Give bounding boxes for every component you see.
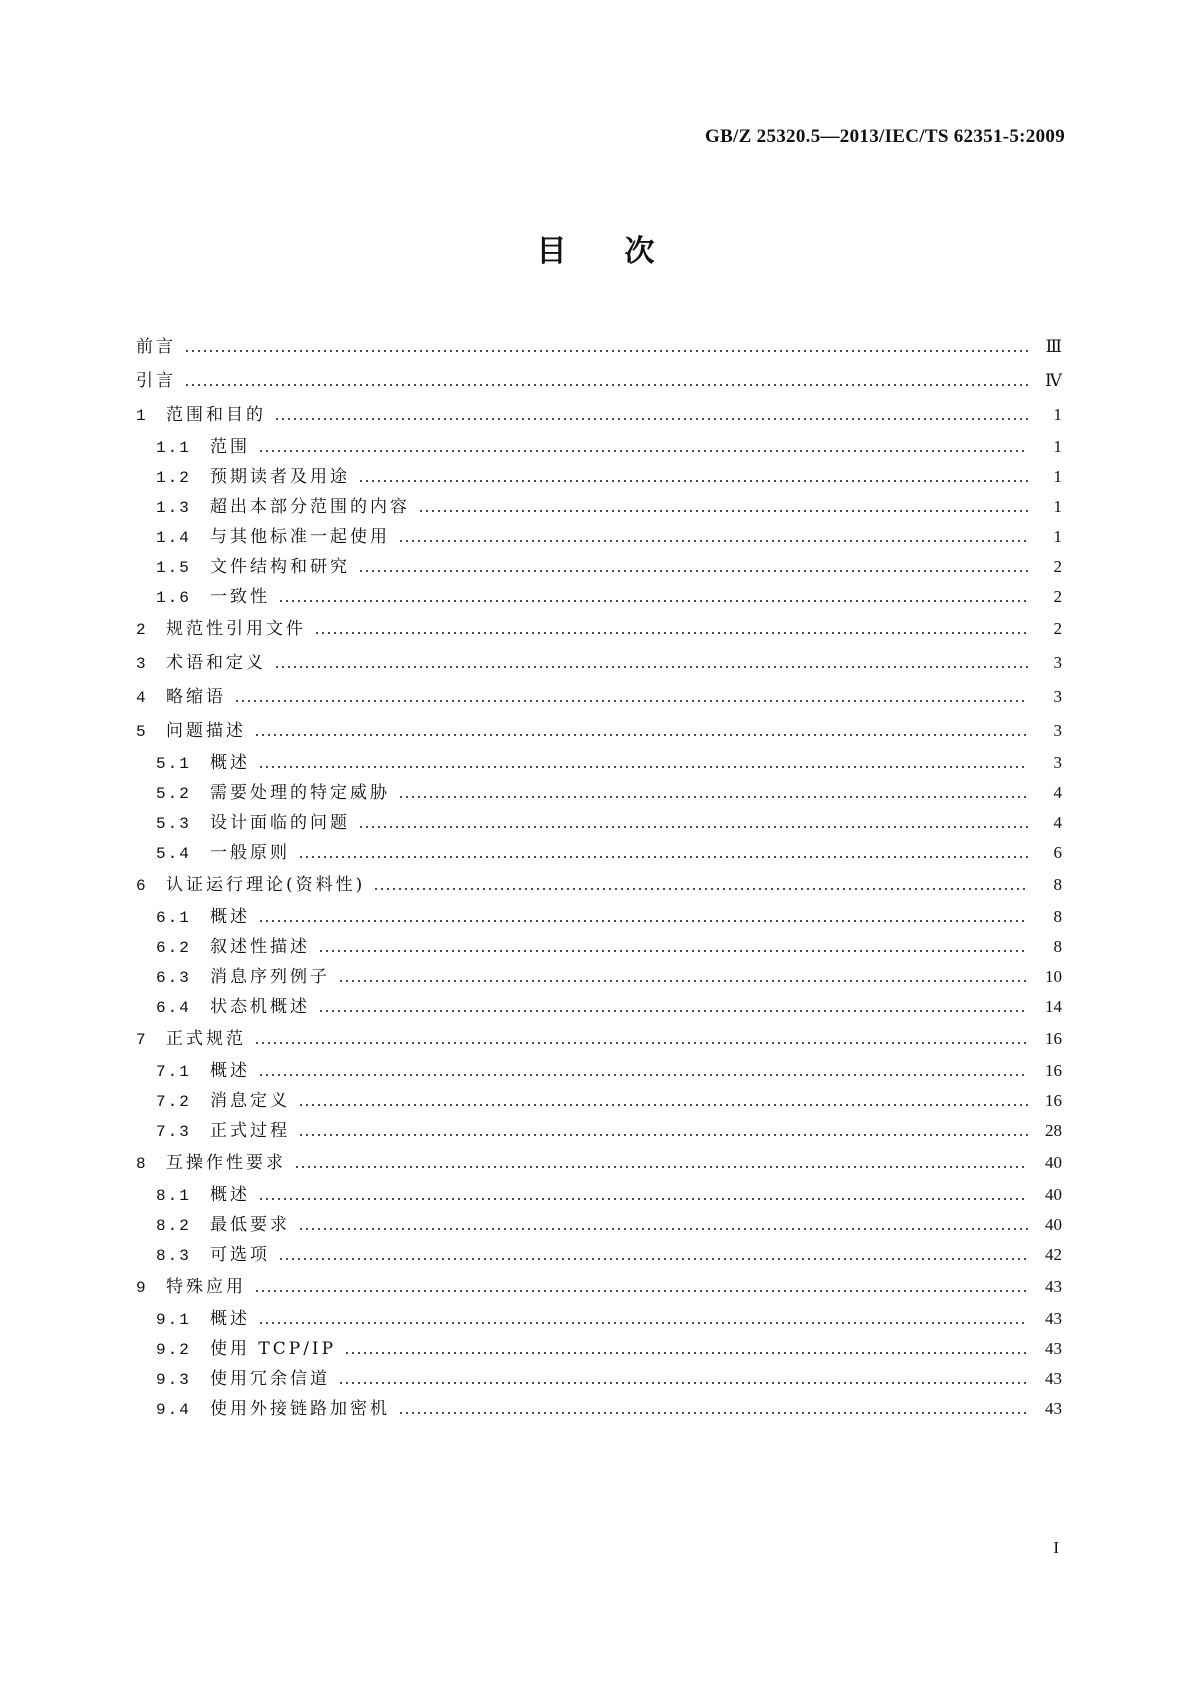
dot-leader bbox=[258, 1074, 1028, 1076]
toc-entry-number: 6.3 bbox=[156, 969, 191, 987]
toc-entry-number: 6.4 bbox=[156, 999, 191, 1017]
toc-entry-page: 16 bbox=[1045, 1091, 1062, 1110]
toc-entry[interactable] bbox=[136, 1394, 1062, 1424]
toc-entry-page: 1 bbox=[1053, 437, 1062, 456]
dot-leader bbox=[234, 700, 1028, 702]
toc-entry[interactable] bbox=[136, 1022, 1062, 1056]
toc-entry-label: 使用外接链路加密机 bbox=[210, 1399, 390, 1419]
dot-leader bbox=[294, 1166, 1028, 1168]
page-number: I bbox=[1053, 1538, 1059, 1557]
toc-entry-page: 16 bbox=[1045, 1029, 1062, 1048]
toc-entry[interactable] bbox=[136, 646, 1062, 680]
toc-entry-label: 认证运行理论(资料性) bbox=[166, 875, 366, 895]
toc-entry[interactable] bbox=[136, 398, 1062, 432]
dot-leader bbox=[258, 1322, 1028, 1324]
toc-entry-label: 概述 bbox=[210, 1061, 250, 1081]
toc-entry[interactable] bbox=[136, 330, 1062, 364]
toc-entry[interactable] bbox=[136, 992, 1062, 1022]
toc-entry-page: 28 bbox=[1045, 1121, 1062, 1140]
dot-leader bbox=[318, 1010, 1028, 1012]
toc-entry[interactable] bbox=[136, 838, 1062, 868]
dot-leader bbox=[298, 856, 1028, 858]
toc-entry-page: 43 bbox=[1045, 1369, 1062, 1388]
table-of-contents bbox=[136, 330, 1062, 1424]
toc-entry-label: 预期读者及用途 bbox=[210, 467, 350, 487]
toc-entry-label: 可选项 bbox=[210, 1245, 270, 1265]
toc-entry-page: 1 bbox=[1053, 467, 1062, 486]
toc-entry-number: 1.6 bbox=[156, 589, 191, 607]
toc-entry-label: 最低要求 bbox=[210, 1215, 290, 1235]
dot-leader bbox=[314, 632, 1028, 634]
dot-leader bbox=[398, 796, 1028, 798]
toc-entry-number: 8.3 bbox=[156, 1247, 191, 1265]
toc-entry-label: 正式规范 bbox=[166, 1029, 246, 1049]
toc-entry-number: 9 bbox=[136, 1279, 146, 1297]
toc-entry-page: 40 bbox=[1045, 1215, 1062, 1234]
toc-entry-page: 2 bbox=[1053, 587, 1062, 606]
toc-entry-label: 前言 bbox=[136, 337, 176, 357]
toc-entry[interactable] bbox=[136, 902, 1062, 932]
toc-entry[interactable] bbox=[136, 1180, 1062, 1210]
toc-entry[interactable] bbox=[136, 1270, 1062, 1304]
toc-entry-number: 7.3 bbox=[156, 1123, 191, 1141]
toc-entry-page: 42 bbox=[1045, 1245, 1062, 1264]
toc-entry-number: 1.1 bbox=[156, 439, 191, 457]
toc-entry-page: 43 bbox=[1045, 1309, 1062, 1328]
dot-leader bbox=[398, 1412, 1028, 1414]
dot-leader bbox=[258, 766, 1028, 768]
dot-leader bbox=[358, 480, 1028, 482]
toc-entry[interactable] bbox=[136, 522, 1062, 552]
toc-entry[interactable] bbox=[136, 778, 1062, 808]
toc-entry-number: 5.2 bbox=[156, 785, 191, 803]
toc-entry-number: 1.4 bbox=[156, 529, 191, 547]
toc-entry-number: 7 bbox=[136, 1031, 146, 1049]
toc-entry-label: 概述 bbox=[210, 1309, 250, 1329]
toc-entry[interactable] bbox=[136, 932, 1062, 962]
toc-entry-page: 8 bbox=[1053, 875, 1062, 894]
toc-entry-page: 8 bbox=[1053, 907, 1062, 926]
toc-entry-label: 术语和定义 bbox=[166, 653, 266, 673]
toc-entry-label: 概述 bbox=[210, 753, 250, 773]
toc-entry-page: 3 bbox=[1053, 653, 1062, 672]
toc-entry-label: 问题描述 bbox=[166, 721, 246, 741]
toc-entry-number: 6.2 bbox=[156, 939, 191, 957]
toc-entry-number: 7.2 bbox=[156, 1093, 191, 1111]
toc-entry-label: 规范性引用文件 bbox=[166, 619, 306, 639]
toc-entry-number: 9.2 bbox=[156, 1341, 191, 1359]
toc-entry[interactable] bbox=[136, 492, 1062, 522]
toc-entry[interactable] bbox=[136, 1240, 1062, 1270]
dot-leader bbox=[298, 1104, 1028, 1106]
toc-entry-page: 40 bbox=[1045, 1153, 1062, 1172]
toc-entry-label: 消息定义 bbox=[210, 1091, 290, 1111]
toc-entry-page: 43 bbox=[1045, 1399, 1062, 1418]
dot-leader bbox=[358, 826, 1028, 828]
toc-entry[interactable] bbox=[136, 1116, 1062, 1146]
dot-leader bbox=[258, 920, 1028, 922]
toc-entry-page: 14 bbox=[1045, 997, 1062, 1016]
toc-entry-number: 2 bbox=[136, 621, 146, 639]
dot-leader bbox=[254, 1290, 1028, 1292]
toc-entry-page: 1 bbox=[1053, 527, 1062, 546]
toc-entry-number: 1.2 bbox=[156, 469, 191, 487]
dot-leader bbox=[318, 950, 1028, 952]
toc-entry-page: 1 bbox=[1053, 497, 1062, 516]
toc-entry-label: 需要处理的特定威胁 bbox=[210, 783, 390, 803]
toc-entry-label: 引言 bbox=[136, 371, 176, 391]
toc-entry-label: 互操作性要求 bbox=[166, 1153, 286, 1173]
dot-leader bbox=[358, 570, 1028, 572]
dot-leader bbox=[254, 1042, 1028, 1044]
toc-entry-number: 1 bbox=[136, 407, 146, 425]
toc-entry-page: 4 bbox=[1053, 783, 1062, 802]
toc-entry[interactable] bbox=[136, 432, 1062, 462]
toc-entry-number: 6 bbox=[136, 877, 146, 895]
toc-entry[interactable] bbox=[136, 1210, 1062, 1240]
standard-code-header: GB/Z 25320.5—2013/IEC/TS 62351-5:2009 bbox=[705, 126, 1065, 147]
toc-entry-page: Ⅲ bbox=[1045, 337, 1062, 356]
dot-leader bbox=[373, 888, 1028, 890]
toc-entry[interactable] bbox=[136, 552, 1062, 582]
dot-leader bbox=[254, 734, 1028, 736]
toc-entry-page: 43 bbox=[1045, 1339, 1062, 1358]
toc-title: 目次 bbox=[536, 234, 713, 269]
toc-entry-page: 3 bbox=[1053, 721, 1062, 740]
toc-entry[interactable] bbox=[136, 1056, 1062, 1086]
toc-entry-label: 略缩语 bbox=[166, 687, 226, 707]
dot-leader bbox=[258, 1198, 1028, 1200]
toc-entry-label: 消息序列例子 bbox=[210, 967, 330, 987]
toc-entry-label: 使用冗余信道 bbox=[210, 1369, 330, 1389]
dot-leader bbox=[338, 980, 1028, 982]
toc-entry-number: 8 bbox=[136, 1155, 146, 1173]
dot-leader bbox=[418, 510, 1028, 512]
toc-entry[interactable] bbox=[136, 1086, 1062, 1116]
dot-leader bbox=[274, 418, 1028, 420]
toc-entry[interactable] bbox=[136, 1364, 1062, 1394]
toc-entry-page: 3 bbox=[1053, 753, 1062, 772]
dot-leader bbox=[344, 1352, 1028, 1354]
toc-entry-label: 设计面临的问题 bbox=[210, 813, 350, 833]
toc-entry-label: 特殊应用 bbox=[166, 1277, 246, 1297]
toc-entry[interactable] bbox=[136, 714, 1062, 748]
dot-leader bbox=[258, 450, 1028, 452]
toc-entry-label: 概述 bbox=[210, 1185, 250, 1205]
toc-entry-label: 一般原则 bbox=[210, 843, 290, 863]
toc-entry-label: 范围和目的 bbox=[166, 405, 266, 425]
dot-leader bbox=[298, 1228, 1028, 1230]
toc-entry[interactable] bbox=[136, 962, 1062, 992]
dot-leader bbox=[398, 540, 1028, 542]
dot-leader bbox=[274, 666, 1028, 668]
toc-entry[interactable] bbox=[136, 680, 1062, 714]
toc-entry[interactable] bbox=[136, 748, 1062, 778]
toc-entry-number: 5.4 bbox=[156, 845, 191, 863]
toc-entry[interactable] bbox=[136, 1146, 1062, 1180]
toc-entry-page: 16 bbox=[1045, 1061, 1062, 1080]
toc-entry-number: 9.3 bbox=[156, 1371, 191, 1389]
toc-entry[interactable] bbox=[136, 612, 1062, 646]
toc-entry-number: 8.1 bbox=[156, 1187, 191, 1205]
toc-entry-number: 6.1 bbox=[156, 909, 191, 927]
toc-entry-label: 范围 bbox=[210, 437, 250, 457]
toc-entry-number: 3 bbox=[136, 655, 146, 673]
toc-entry[interactable] bbox=[136, 582, 1062, 612]
toc-entry-number: 4 bbox=[136, 689, 146, 707]
toc-entry-page: 8 bbox=[1053, 937, 1062, 956]
toc-entry[interactable] bbox=[136, 462, 1062, 492]
toc-entry-page: 10 bbox=[1045, 967, 1062, 986]
toc-entry-number: 7.1 bbox=[156, 1063, 191, 1081]
toc-entry[interactable] bbox=[136, 1334, 1062, 1364]
dot-leader bbox=[298, 1134, 1028, 1136]
toc-entry-page: 40 bbox=[1045, 1185, 1062, 1204]
toc-entry-page: 43 bbox=[1045, 1277, 1062, 1296]
toc-entry-number: 9.1 bbox=[156, 1311, 191, 1329]
toc-entry-page: 2 bbox=[1053, 619, 1062, 638]
toc-entry-page: Ⅳ bbox=[1045, 371, 1062, 390]
toc-entry-page: 6 bbox=[1053, 843, 1062, 862]
toc-entry-label: 状态机概述 bbox=[210, 997, 310, 1017]
toc-entry-label: 文件结构和研究 bbox=[210, 557, 350, 577]
toc-entry-number: 8.2 bbox=[156, 1217, 191, 1235]
toc-entry-label: 超出本部分范围的内容 bbox=[210, 497, 410, 517]
toc-entry-number: 1.5 bbox=[156, 559, 191, 577]
toc-entry-label: 使用 TCP/IP bbox=[210, 1339, 337, 1359]
toc-entry-page: 3 bbox=[1053, 687, 1062, 706]
toc-entry-page: 2 bbox=[1053, 557, 1062, 576]
toc-entry-number: 5.3 bbox=[156, 815, 191, 833]
toc-entry-label: 叙述性描述 bbox=[210, 937, 310, 957]
toc-entry[interactable] bbox=[136, 868, 1062, 902]
dot-leader bbox=[278, 1258, 1028, 1260]
toc-entry-label: 正式过程 bbox=[210, 1121, 290, 1141]
dot-leader bbox=[278, 600, 1028, 602]
toc-entry-label: 一致性 bbox=[210, 587, 270, 607]
toc-entry-page: 1 bbox=[1053, 405, 1062, 424]
toc-entry-number: 5.1 bbox=[156, 755, 191, 773]
dot-leader bbox=[184, 350, 1028, 352]
toc-entry[interactable] bbox=[136, 808, 1062, 838]
toc-entry-number: 1.3 bbox=[156, 499, 191, 517]
toc-entry-number: 5 bbox=[136, 723, 146, 741]
dot-leader bbox=[338, 1382, 1028, 1384]
toc-entry[interactable] bbox=[136, 364, 1062, 398]
toc-entry[interactable] bbox=[136, 1304, 1062, 1334]
toc-entry-label: 概述 bbox=[210, 907, 250, 927]
toc-entry-label: 与其他标准一起使用 bbox=[210, 527, 390, 547]
dot-leader bbox=[184, 384, 1028, 386]
toc-entry-number: 9.4 bbox=[156, 1401, 191, 1419]
toc-entry-page: 4 bbox=[1053, 813, 1062, 832]
